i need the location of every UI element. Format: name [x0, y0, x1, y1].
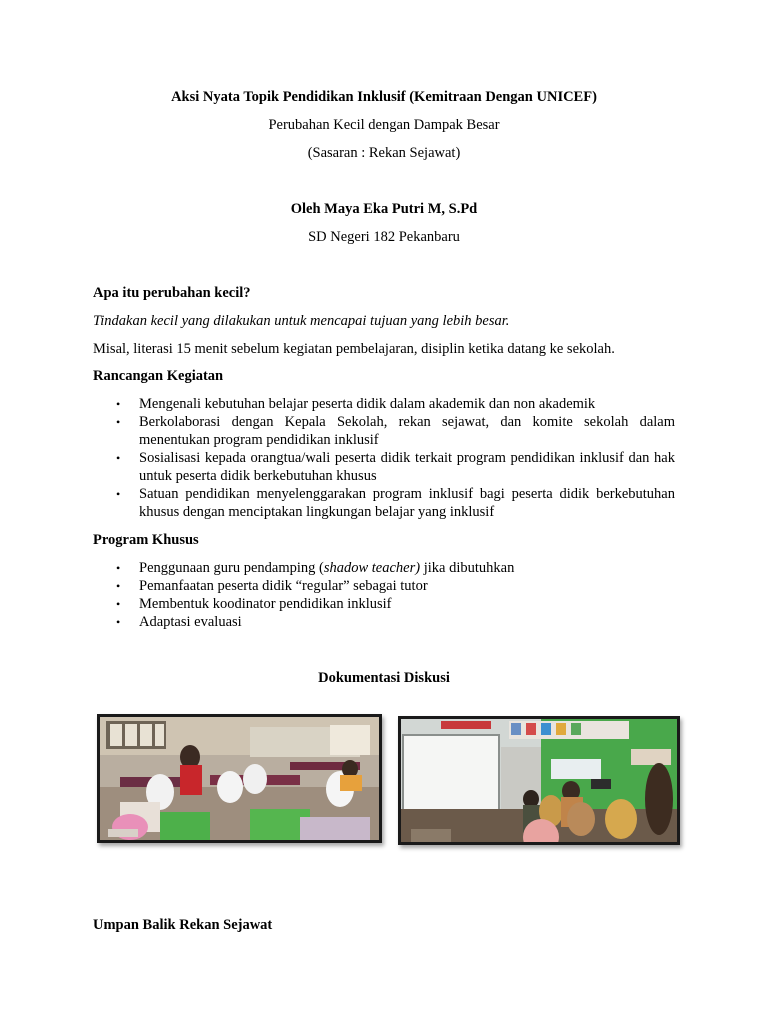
list-item: • Membentuk koodinator pendidikan inklusif	[116, 596, 392, 612]
bullet-icon: •	[116, 397, 121, 411]
intro-example: Misal, literasi 15 menit sebelum kegiatan pembelajaran, disiplin ketika datang ke sekolah.	[93, 341, 615, 357]
rancangan-list	[93, 395, 675, 521]
list-item: • Mengenali kebutuhan belajar peserta didik dalam akademik dan non akademik	[116, 396, 596, 412]
bullet-icon: •	[116, 415, 121, 429]
dokumentasi-heading: Dokumentasi Diskusi	[318, 670, 450, 686]
discussion-photo-2	[398, 716, 680, 845]
list-item: • Sosialisasi kepada orangtua/wali peserta didik terkait program pendidikan inklusif dan hak untuk peserta didik berkebutuhan khusus	[116, 450, 675, 484]
bullet-icon: •	[116, 487, 121, 501]
list-item: • Adaptasi evaluasi	[116, 614, 242, 630]
bullet-icon: •	[116, 561, 121, 575]
school-name: SD Negeri 182 Pekanbaru	[308, 229, 460, 245]
list-item: • Penggunaan guru pendamping (shadow teacher) jika dibutuhkan	[116, 560, 515, 576]
discussion-photo-2-image	[401, 719, 677, 842]
list-item: • Satuan pendidikan menyelenggarakan program inklusif bagi peserta didik berkebutuhan khusus dengan menciptakan lingkungan belajar yang inklusif	[116, 486, 675, 520]
umpan-balik-heading: Umpan Balik Rekan Sejawat	[93, 917, 273, 933]
bullet-icon: •	[116, 451, 121, 465]
program-heading: Program Khusus	[93, 532, 199, 548]
classroom-photo-1-image	[100, 717, 379, 840]
document-subtitle: Perubahan Kecil dengan Dampak Besar	[268, 117, 500, 133]
document-target: (Sasaran : Rekan Sejawat)	[307, 145, 461, 161]
list-item: • Berkolaborasi dengan Kepala Sekolah, rekan sejawat, dan komite sekolah dalam menentukan program pendidikan inklusif	[116, 414, 675, 448]
program-list	[93, 559, 675, 631]
classroom-photo-1	[97, 714, 382, 843]
bullet-icon: •	[116, 615, 121, 629]
author-name: Oleh Maya Eka Putri M, S.Pd	[290, 201, 478, 217]
bullet-icon: •	[116, 579, 121, 593]
list-item: • Pemanfaatan peserta didik “regular” sebagai tutor	[116, 578, 428, 594]
intro-definition: Tindakan kecil yang dilakukan untuk mencapai tujuan yang lebih besar.	[93, 313, 510, 329]
bullet-icon: •	[116, 597, 121, 611]
rancangan-heading: Rancangan Kegiatan	[93, 368, 224, 384]
document-title: Aksi Nyata Topik Pendidikan Inklusif (Kemitraan Dengan UNICEF)	[171, 89, 597, 105]
intro-question: Apa itu perubahan kecil?	[93, 285, 251, 301]
